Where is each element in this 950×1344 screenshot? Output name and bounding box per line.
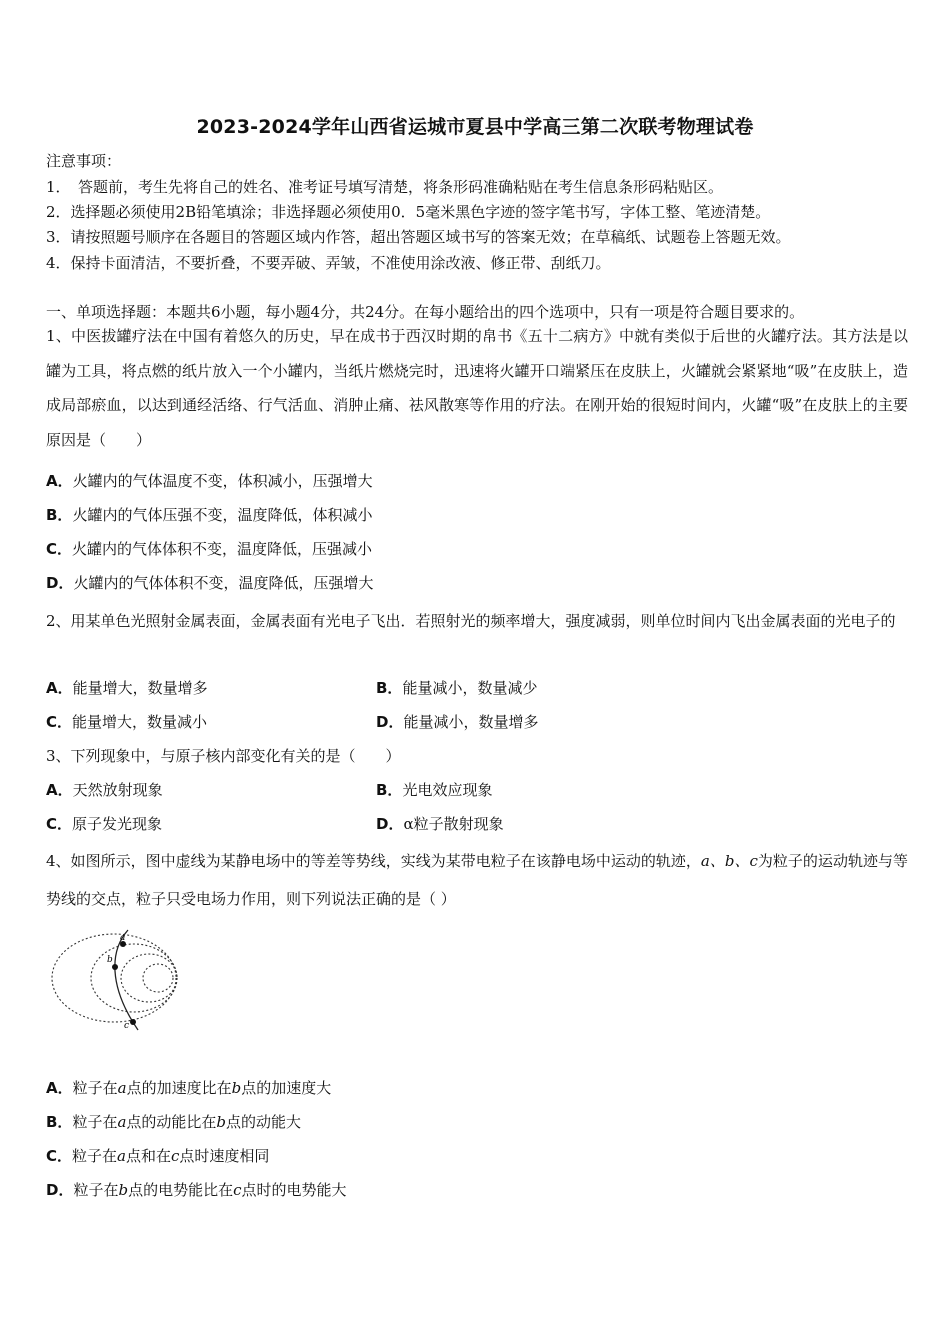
option-text: 火罐内的气体温度不变，体积减小，压强增大 <box>72 472 373 490</box>
notice-heading: 注意事项： <box>46 152 122 170</box>
point-a-label: a <box>120 933 126 943</box>
question-1-option-a <box>46 471 373 491</box>
question-4-option-b <box>46 1112 301 1132</box>
option-text: α粒子散射现象 <box>403 815 504 833</box>
option-text: 点的动能比在 <box>126 1113 217 1131</box>
stem-text: 4、如图所示，图中虚线为某静电场中的等差等势线，实线为某带电粒子在该静电场中运动的轨迹， <box>46 852 701 870</box>
option-variable: c <box>233 1181 242 1199</box>
equipotential-line <box>91 944 177 1012</box>
question-3-option-b <box>376 780 492 800</box>
option-letter: B． <box>376 781 403 799</box>
question-2-stem: 2、用某单色光照射金属表面，金属表面有光电子飞出．若照射光的频率增大，强度减弱，则单位时间内飞出金属表面的光电子的 <box>46 612 896 630</box>
option-letter: A． <box>46 1079 73 1097</box>
section-heading: 一、单项选择题：本题共6小题，每小题4分，共24分。在每小题给出的四个选项中，只有一项是符合题目要求的。 <box>46 303 805 321</box>
notice-item: 4．保持卡面清洁，不要折叠，不要弄破、弄皱，不准使用涂改液、修正带、刮纸刀。 <box>46 254 611 272</box>
option-letter: A． <box>46 472 73 490</box>
option-text: 粒子在 <box>72 1147 118 1165</box>
question-4-stem <box>46 842 908 918</box>
question-3-stem: 3、下列现象中，与原子核内部变化有关的是（ ） <box>46 747 401 765</box>
option-variable: b <box>231 1079 242 1097</box>
option-letter: C． <box>46 815 73 833</box>
option-text: 能量减小，数量减少 <box>402 679 538 697</box>
option-text: 点的加速度比在 <box>126 1079 232 1097</box>
option-text: 粒子在 <box>72 1079 118 1097</box>
option-text: 能量增大，数量减小 <box>72 713 208 731</box>
option-text: 点时的电势能大 <box>241 1181 347 1199</box>
option-variable: b <box>216 1113 227 1131</box>
option-text: 点的加速度大 <box>241 1079 332 1097</box>
notice-item: 1． 答题前，考生先将自己的姓名、准考证号填写清楚，将条形码准确粘贴在考生信息条形码粘贴区。 <box>46 178 724 196</box>
option-text: 粒子在 <box>72 1113 118 1131</box>
option-text: 能量增大，数量增多 <box>72 679 208 697</box>
option-text: 点的动能大 <box>226 1113 302 1131</box>
point-b-dot <box>112 964 118 970</box>
option-letter: C． <box>46 713 73 731</box>
option-text: 点的电势能比在 <box>128 1181 234 1199</box>
option-text: 点和在 <box>125 1147 171 1165</box>
option-text: 能量减小，数量增多 <box>403 713 539 731</box>
option-text: 光电效应现象 <box>402 781 493 799</box>
notice-item: 3．请按照题号顺序在各题目的答题区域内作答，超出答题区域书写的答案无效；在草稿纸、试题卷上答题无效。 <box>46 228 791 246</box>
question-1-option-b <box>46 505 372 525</box>
question-1-stem: 1、中医拔罐疗法在中国有着悠久的历史，早在成书于西汉时期的帛书《五十二病方》中就有类似于后世的火罐疗法。其方法是以罐为工具，将点燃的纸片放入一个小罐内，当纸片燃烧完时，迅速将火罐开口端紧压在皮肤上，火罐就会紧紧地“吸”在皮肤上，造成局部瘀血，以达到通经活络、行气活血、消肿止痛、祛风散寒等作用的疗法。在刚开始的很短时间内，火罐“吸”在皮肤上的主要原因是（ ） <box>46 327 908 449</box>
option-text: 火罐内的气体体积不变，温度降低，压强减小 <box>72 540 373 558</box>
question-4-option-a <box>46 1078 331 1098</box>
equipotential-line <box>52 934 176 1022</box>
page-title: 2023-2024学年山西省运城市夏县中学高三第二次联考物理试卷 <box>196 116 754 138</box>
option-letter: B． <box>46 1113 73 1131</box>
option-text: 原子发光现象 <box>72 815 163 833</box>
option-letter: C． <box>46 540 73 558</box>
option-text: 火罐内的气体压强不变，温度降低，体积减小 <box>72 506 373 524</box>
option-letter: A． <box>46 679 73 697</box>
question-2-option-a <box>46 678 208 698</box>
question-2-option-d <box>376 712 538 732</box>
question-1-option-c <box>46 539 372 559</box>
option-letter: B． <box>46 506 73 524</box>
option-variable: a <box>117 1113 127 1131</box>
question-1-option-d <box>46 573 373 593</box>
question-2-option-b <box>376 678 537 698</box>
point-b-label: b <box>107 955 113 965</box>
equipotential-line <box>143 964 173 992</box>
equipotential-line <box>121 954 177 1002</box>
option-variable: c <box>171 1147 180 1165</box>
point-c-label: c <box>124 1021 130 1031</box>
option-letter: D． <box>376 815 404 833</box>
option-letter: D． <box>46 574 74 592</box>
option-text: 粒子在 <box>73 1181 119 1199</box>
option-variable: a <box>117 1079 127 1097</box>
stem-text: 为粒子的运动轨迹与等势线的交点，粒子只受电场力作用，则下列说法正确的是（ ） <box>46 852 908 908</box>
point-c-dot <box>130 1019 136 1025</box>
option-variable: b <box>118 1181 129 1199</box>
question-3-option-c <box>46 814 162 834</box>
option-letter: C． <box>46 1147 73 1165</box>
question-4-option-c <box>46 1146 269 1166</box>
option-letter: B． <box>376 679 403 697</box>
notice-item: 2．选择题必须使用2B铅笔填涂；非选择题必须使用0．5毫米黑色字迹的签字笔书写，字体工整、笔迹清楚。 <box>46 203 771 221</box>
option-letter: D． <box>46 1181 74 1199</box>
option-variable: a <box>117 1147 126 1165</box>
question-3-option-a <box>46 780 163 800</box>
equipotential-figure <box>48 924 183 1034</box>
option-text: 点时速度相同 <box>179 1147 270 1165</box>
option-letter: A． <box>46 781 73 799</box>
question-3-option-d <box>376 814 504 834</box>
stem-variables: a、b、c <box>700 852 758 870</box>
option-text: 火罐内的气体体积不变，温度降低，压强增大 <box>73 574 374 592</box>
option-letter: D． <box>376 713 404 731</box>
option-text: 天然放射现象 <box>72 781 163 799</box>
question-2-option-c <box>46 712 207 732</box>
question-4-option-d <box>46 1180 347 1200</box>
